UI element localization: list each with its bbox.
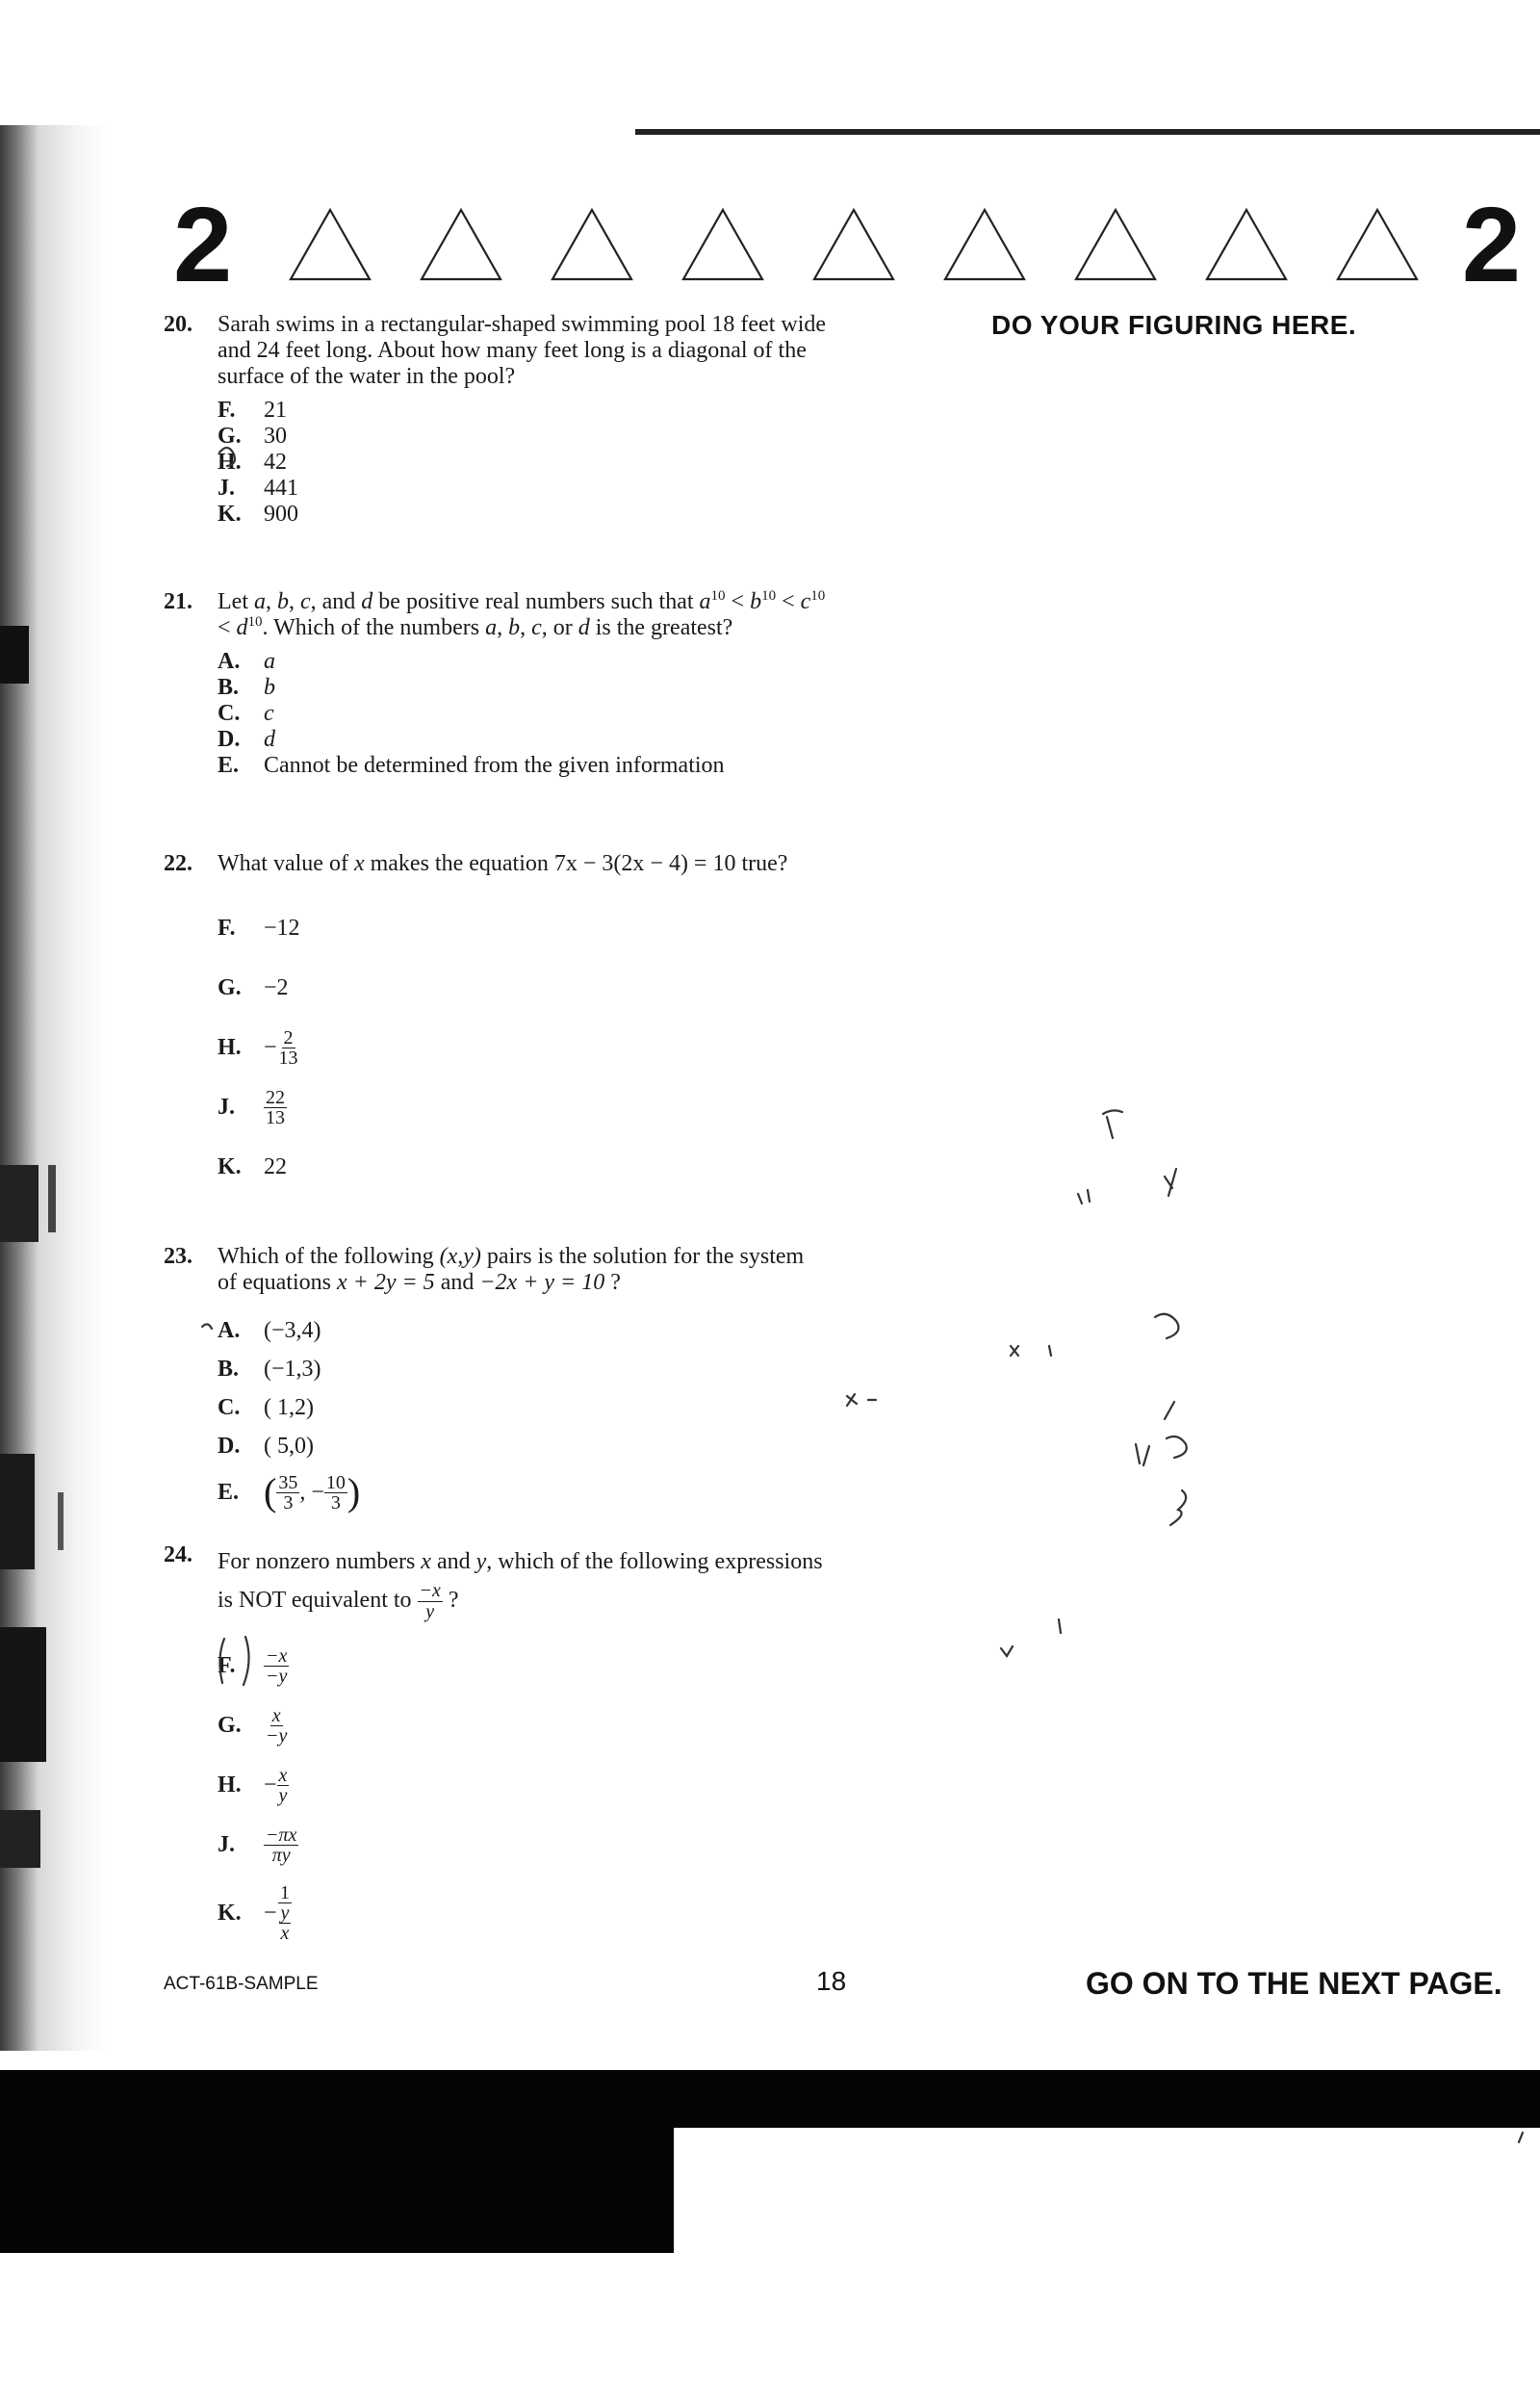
fraction: $\frac{1}{\frac{y}{x}}$ — [279, 1882, 290, 1944]
choice-j[interactable]: J. $\frac{-\pi x}{\pi y}$ — [218, 1824, 297, 1866]
footer-next-page: GO ON TO THE NEXT PAGE. — [1086, 1966, 1502, 2001]
fraction: $\frac{-x}{-y}$ — [266, 1644, 288, 1687]
question-24 — [164, 1542, 828, 1952]
fraction: $\frac{-x}{y}$ — [419, 1580, 441, 1622]
triangle-icon — [287, 206, 373, 283]
section-number-left: 2 — [173, 186, 233, 304]
choice-a[interactable]: A. a — [218, 649, 275, 674]
fraction: $\frac{35}{3}$ — [278, 1471, 298, 1514]
figuring-area-label: DO YOUR FIGURING HERE. — [991, 310, 1357, 340]
choice-g[interactable]: G. 30 — [218, 424, 287, 449]
question-22 — [164, 851, 828, 1197]
choice-e[interactable]: E. ( $\frac{35}{3}$ , − $\frac{10}{3}$ ) — [218, 1470, 361, 1514]
scan-speckle — [0, 125, 106, 2051]
choice-j[interactable]: J. 441 — [218, 476, 298, 501]
triangle-icon — [418, 206, 504, 283]
question-23 — [164, 1244, 828, 1519]
section-header — [173, 186, 1521, 304]
choice-k[interactable]: K. 22 — [218, 1153, 287, 1179]
choice-j[interactable]: J. $\frac{22}{13}$ — [218, 1086, 285, 1128]
choice-b[interactable]: B. (−1,3) — [218, 1356, 321, 1382]
question-21 — [164, 589, 828, 779]
choice-d[interactable]: D. ( 5,0) — [218, 1433, 314, 1459]
question-text: What value of x makes the equation 7x − 3(2x − 4) = 10 true? — [218, 851, 788, 876]
answer-choices — [218, 398, 828, 528]
scan-bottom-paper — [674, 2128, 1540, 2253]
question-text: Let a, b, c, and d be positive real numbers such that $a^{10} < b^{10} < c^{10} < d^{10}$. Which of the numbers a, b, c, or d is the greatest? — [218, 588, 826, 640]
triangle-icon — [1334, 206, 1421, 283]
answer-choices — [218, 1636, 828, 1952]
answer-choices — [218, 898, 828, 1197]
choice-c[interactable]: C. ( 1,2) — [218, 1394, 314, 1420]
choice-a[interactable]: A. (−3,4) — [218, 1317, 321, 1343]
question-number: 21. — [164, 589, 192, 614]
question-number: 20. — [164, 312, 192, 337]
footer-form-code: ACT-61B-SAMPLE — [164, 1974, 319, 1994]
choice-c[interactable]: C. c — [218, 701, 274, 726]
fraction: $\frac{x}{-y}$ — [266, 1704, 288, 1747]
choice-e[interactable]: E. Cannot be determined from the given information — [218, 753, 725, 778]
fraction: $\frac{x}{y}$ — [278, 1764, 288, 1806]
choice-f[interactable]: F. $\frac{-x}{-y}$ — [218, 1644, 288, 1687]
top-rule — [635, 129, 1540, 135]
question-number: 24. — [164, 1542, 192, 1567]
triangle-icon — [941, 206, 1028, 283]
question-text: Which of the following (x,y) pairs is the solution for the system of equations x + 2y = 5 and −2x + y = 10 ? — [218, 1244, 805, 1295]
question-number: 22. — [164, 851, 192, 876]
choice-k[interactable]: K. 900 — [218, 502, 298, 527]
triangle-icon — [810, 206, 897, 283]
answer-choices — [218, 1311, 828, 1519]
fraction: $\frac{-\pi x}{\pi y}$ — [266, 1824, 297, 1866]
question-number: 23. — [164, 1244, 192, 1269]
choice-k[interactable]: K. − $\frac{1}{\frac{y}{x}}$ — [218, 1875, 828, 1952]
section-number-right: 2 — [1461, 186, 1521, 304]
triangle-icon — [1072, 206, 1159, 283]
choice-h[interactable]: H. − $\frac{2}{13}$ — [218, 1026, 298, 1069]
question-text: Sarah swims in a rectangular-shaped swimming pool 18 feet wide and 24 feet long. About how many feet long is a diagonal of the surface of the water in the pool? — [218, 312, 827, 389]
choice-g[interactable]: G. −2 — [218, 974, 289, 1000]
answer-choices — [218, 649, 828, 779]
fraction: $\frac{22}{13}$ — [266, 1086, 285, 1128]
fraction: $\frac{2}{13}$ — [278, 1026, 298, 1069]
choice-f[interactable]: F. −12 — [218, 915, 300, 941]
triangle-icon — [549, 206, 635, 283]
footer-page-number: 18 — [816, 1966, 847, 1996]
triangle-icon — [680, 206, 766, 283]
question-text: For nonzero numbers x and y, which of the following expressions is NOT equivalent to $\frac{-x}{y}$ ? — [218, 1549, 823, 1622]
choice-d[interactable]: D. d — [218, 727, 275, 752]
choice-f[interactable]: F. 21 — [218, 398, 287, 423]
choice-g[interactable]: G. $\frac{x}{-y}$ — [218, 1704, 288, 1747]
scan-bottom-margin — [0, 2253, 1540, 2381]
fraction: $\frac{10}{3}$ — [325, 1471, 346, 1514]
choice-h[interactable]: H. 42 — [218, 450, 287, 475]
question-20 — [164, 312, 828, 528]
fraction: $\frac{y}{x}$ — [280, 1902, 290, 1944]
triangle-icon — [1203, 206, 1290, 283]
choice-h[interactable]: H. − $\frac{x}{y}$ — [218, 1764, 288, 1806]
choice-b[interactable]: B. b — [218, 675, 275, 700]
